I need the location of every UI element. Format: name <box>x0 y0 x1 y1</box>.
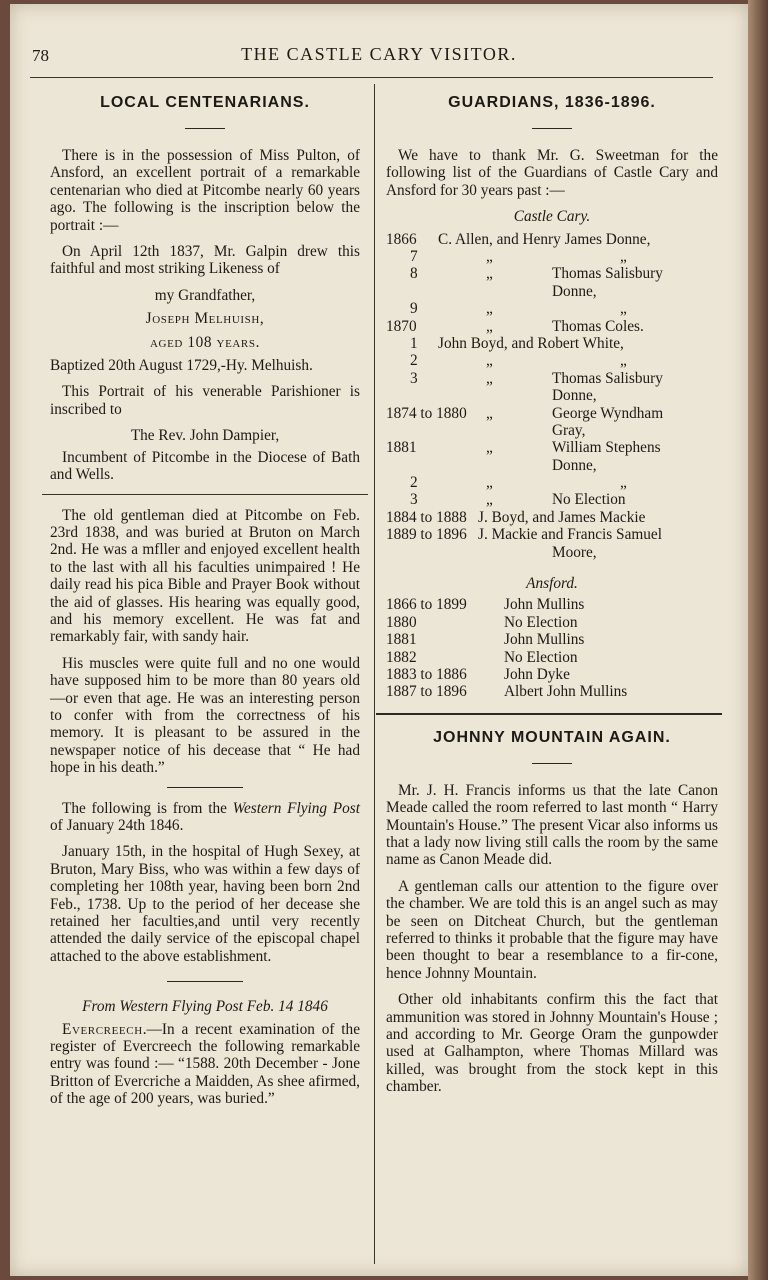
ansford-guardian: No Election <box>504 648 578 666</box>
heading-rule <box>185 128 225 129</box>
guardian-year: 1884 to 1888 <box>386 508 467 526</box>
guardian-row <box>386 335 718 352</box>
guardian-row <box>386 474 718 491</box>
left-column <box>50 88 360 1117</box>
ansford-year: 1882 <box>386 648 417 666</box>
guardian-second: Thomas Salisbury <box>552 265 663 283</box>
guardian-row <box>386 457 718 474</box>
guardian-year: 1 <box>410 334 418 352</box>
guardian-row <box>386 439 718 456</box>
guardian-second: Thomas Coles. <box>552 317 644 335</box>
guardian-year: 1881 <box>386 439 417 457</box>
guardians-intro: We have to thank Mr. G. Sweetman for the following list of the Guardians of Castle Cary and Ansford for 30 years past :— <box>386 147 718 199</box>
guardian-names: „ <box>486 265 493 283</box>
guardian-names: J. Boyd, and James Mackie <box>478 508 646 526</box>
guardian-second: Gray, <box>552 421 586 439</box>
section-rule-1 <box>167 787 243 788</box>
inscription-line-1: On April 12th 1837, Mr. Galpin drew this faithful and most striking Likeness of <box>50 243 360 278</box>
guardian-second: „ <box>620 300 627 318</box>
melhuish-paragraph-2: His muscles were quite full and no one would have supposed him to be more than 80 years old—or even that age. He was an interesting person to confer with from the correctness of his memory. It is pleasant to be assured in the newspaper notice of his decease that “ He had hope in his death.” <box>50 654 360 777</box>
guardian-year: 8 <box>410 265 418 283</box>
ansford-year: 1883 to 1886 <box>386 666 467 684</box>
guardian-second: Donne, <box>552 387 597 405</box>
castle-cary-guardians-list <box>386 231 718 561</box>
inscription-rule <box>42 494 368 495</box>
guardian-second: „ <box>620 248 627 266</box>
mary-biss-paragraph: January 15th, in the hospital of Hugh Sexey, at Bruton, Mary Biss, who was within a few days of completing her 108th year, having been born 2nd Feb., 1738. Up to the period of her decease she retained her faculties,and until very recently attended the daily service of the episcopal chapel attached to the above establishment. <box>50 843 360 965</box>
guardian-year: 1866 <box>386 230 417 248</box>
section-rule-2 <box>167 981 243 982</box>
guardian-second: „ <box>620 352 627 370</box>
guardian-row <box>386 283 718 300</box>
guardian-names: John Boyd, and Robert White, <box>438 334 624 352</box>
ansford-year: 1887 to 1896 <box>386 683 467 701</box>
johnny-mountain-paragraph-3: Other old inhabitants confirm this the fact that ammunition was stored in Johnny Mountain's House ; and according to Mr. George Oram the gunpowder used at Galhampton, where Thomas Millard was killed, was brought from the stock kept in this chamber. <box>386 991 718 1096</box>
guardian-row <box>386 405 718 422</box>
guardian-row <box>386 526 718 543</box>
western-flying-post-intro: The following is from the Western Flying Post of January 24th 1846. <box>50 799 361 834</box>
inscription-line-3: Joseph Melhuish, <box>145 310 265 328</box>
centenarians-intro: There is in the possession of Miss Pulton, of Ansford, an excellent portrait of a remarkable centenarian who died at Pitcombe nearly 60 years ago. The following is the inscription below the portrait :— <box>50 147 360 234</box>
johnny-mountain-paragraph-1: Mr. J. H. Francis informs us that the late Canon Meade called the room referred to last month “ Harry Mountain's House.” The present Vicar also informs us that a lady now living still calls the room by the same name as Canon Meade did. <box>386 781 718 869</box>
heading-rule <box>532 128 572 129</box>
guardian-year: 1870 <box>386 317 417 335</box>
article-heading-guardians: GUARDIANS, 1836-1896. <box>448 94 656 111</box>
guardian-second: Moore, <box>552 543 597 561</box>
guardian-second: No Election <box>552 491 626 509</box>
guardian-names: „ <box>486 369 493 387</box>
guardian-names: „ <box>486 317 493 335</box>
guardian-names: C. Allen, and Henry James Donne, <box>438 230 651 248</box>
inscription-line-7: The Rev. John Dampier, <box>130 427 280 445</box>
column-divider <box>374 84 375 1264</box>
evercreech-source: From Western Flying Post Feb. 14 1846 <box>82 998 328 1016</box>
guardian-second: Donne, <box>552 456 597 474</box>
article-divider <box>376 713 722 715</box>
guardian-second: William Stephens <box>552 439 661 457</box>
guardian-row <box>386 231 718 248</box>
ansford-row <box>386 596 718 613</box>
guardian-row <box>386 387 718 404</box>
guardian-year: 7 <box>410 248 418 266</box>
guardian-row <box>386 370 718 387</box>
guardian-names: „ <box>486 248 493 266</box>
guardian-second: Donne, <box>552 282 597 300</box>
inscription-line-4: aged 108 years. <box>149 333 261 351</box>
guardian-second: „ <box>620 474 627 492</box>
ansford-guardian: John Mullins <box>504 596 585 614</box>
guardian-year: 9 <box>410 300 418 318</box>
evercreech-paragraph: Evercreech.—In a recent examination of the register of Evercreech the following remarkable entry was found :— “1588. 20th December - Jone Britton of Evercriche a Maidden, As shee afirmed, of the age of 200 years, was buried.” <box>50 1020 360 1108</box>
document-page <box>10 4 748 1276</box>
ansford-label: Ansford. <box>526 575 578 593</box>
melhuish-paragraph-1: The old gentleman died at Pitcombe on Feb. 23rd 1838, and was buried at Bruton on March 2nd. He was a mfller and enjoyed excellent health to the last with all his faculties unimpaired ! He daily read his pica Bible and Prayer Book without the aid of glasses. His hearing was equally good, and his memory excellent. He was fat and remarkably fair, with sandy hair. <box>50 506 360 646</box>
guardian-year: 3 <box>410 369 418 387</box>
ansford-row <box>386 614 718 631</box>
ansford-row <box>386 649 718 666</box>
ansford-row <box>386 683 718 700</box>
ansford-guardian: Albert John Mullins <box>504 683 628 701</box>
running-header <box>10 42 748 66</box>
guardian-year: 3 <box>410 491 418 509</box>
right-column <box>386 88 718 1105</box>
castle-cary-label: Castle Cary. <box>513 208 591 226</box>
page-edge <box>748 0 768 1280</box>
guardian-names: „ <box>486 404 493 422</box>
header-rule <box>30 77 713 78</box>
heading-rule <box>532 763 572 764</box>
guardian-second: George Wyndham <box>552 404 664 422</box>
ansford-year: 1866 to 1899 <box>386 596 467 614</box>
inscription-line-8: Incumbent of Pitcombe in the Diocese of Bath and Wells. <box>50 448 360 484</box>
guardian-row <box>386 544 718 561</box>
ansford-guardian: John Mullins <box>504 631 585 649</box>
guardian-year: 1889 to 1896 <box>386 526 467 544</box>
guardian-row <box>386 491 718 508</box>
guardian-names: „ <box>486 439 493 457</box>
article-heading-centenarians: LOCAL CENTENARIANS. <box>100 94 310 111</box>
article-heading-johnny-mountain: JOHNNY MOUNTAIN AGAIN. <box>433 728 671 746</box>
ansford-row <box>386 666 718 683</box>
page-number: 78 <box>32 46 49 65</box>
guardian-names: „ <box>486 474 493 492</box>
inscription-line-6: This Portrait of his venerable Parishioner is inscribed to <box>50 383 360 418</box>
guardian-row <box>386 509 718 526</box>
guardian-row <box>386 265 718 282</box>
guardian-year: 1874 to 1880 <box>386 404 467 422</box>
guardian-row <box>386 248 718 265</box>
publication-title: THE CASTLE CARY VISITOR. <box>241 44 517 64</box>
guardian-year: 2 <box>410 352 418 370</box>
inscription-line-2: my Grandfather, <box>154 286 256 304</box>
inscription-line-5: Baptized 20th August 1729,-Hy. Melhuish. <box>50 357 313 375</box>
guardian-names: „ <box>486 352 493 370</box>
ansford-year: 1880 <box>386 613 417 631</box>
guardian-row <box>386 318 718 335</box>
guardian-row <box>386 422 718 439</box>
guardian-names: J. Mackie and Francis Samuel <box>478 526 662 544</box>
ansford-year: 1881 <box>386 631 417 649</box>
guardian-year: 2 <box>410 474 418 492</box>
guardian-names: „ <box>486 491 493 509</box>
ansford-guardians-list <box>386 596 718 700</box>
guardian-names: „ <box>486 300 493 318</box>
guardian-second: Thomas Salisbury <box>552 369 663 387</box>
guardian-row <box>386 352 718 369</box>
ansford-guardian: John Dyke <box>504 666 570 684</box>
ansford-guardian: No Election <box>504 613 578 631</box>
guardian-row <box>386 300 718 317</box>
johnny-mountain-paragraph-2: A gentleman calls our attention to the figure over the chamber. We are told this is an angel such as may be seen on Ditcheat Church, but the gentleman referred to thinks it probable that the figure may have been thought to bear a resemblance to a fir-cone, hence Johnny Mountain. <box>386 877 718 982</box>
ansford-row <box>386 631 718 648</box>
